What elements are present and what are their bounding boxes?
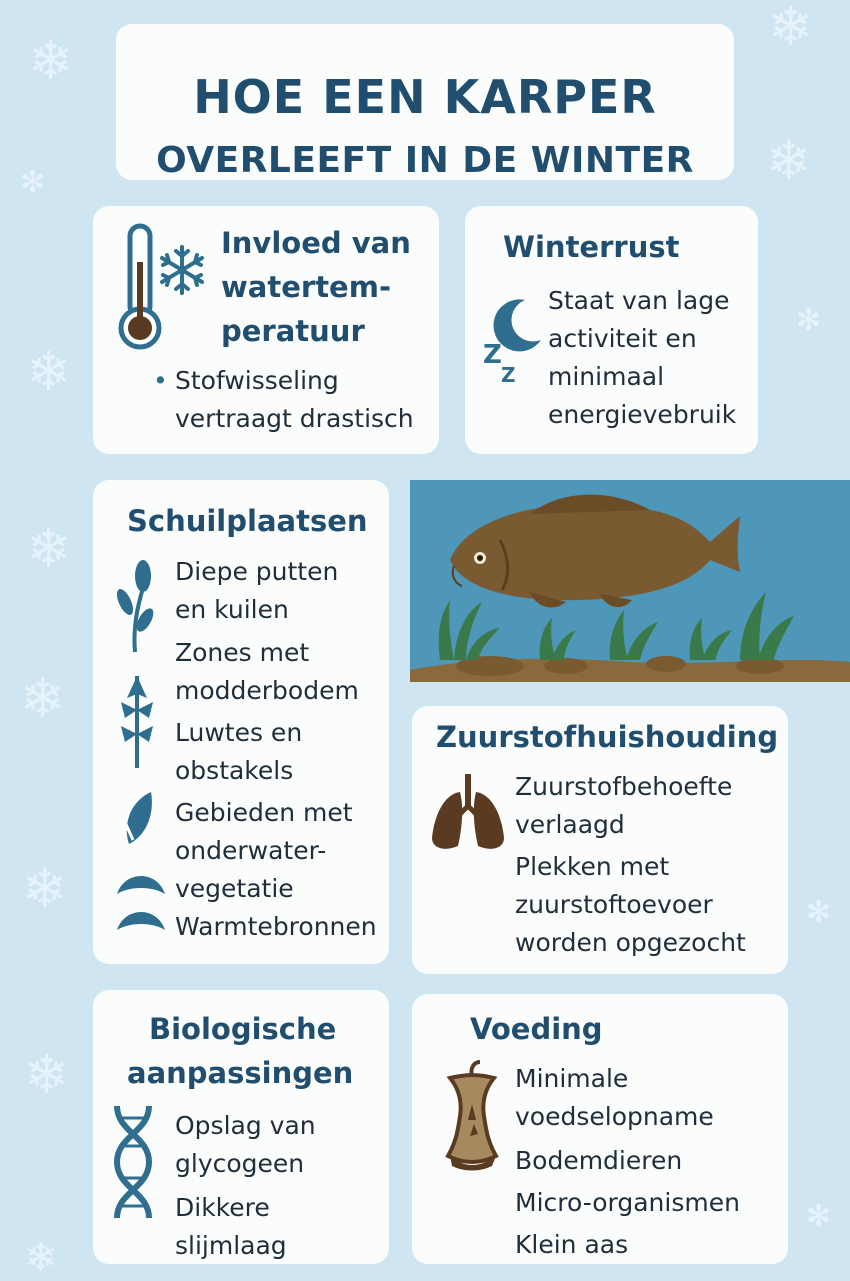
- plant-icon: [115, 558, 155, 654]
- snowflake-icon: [157, 244, 207, 296]
- zzz-letter: Z: [483, 340, 502, 370]
- snowflake-decoration-icon: ✻: [796, 303, 822, 338]
- card-schuilplaatsen-line-9: vegetatie: [175, 874, 294, 903]
- card-winterrust-line-4: energievebruik: [548, 400, 737, 429]
- card-watertemperatuur-heading-1: Invloed van: [221, 226, 411, 260]
- card-schuilplaatsen-line-10: Warmtebronnen: [175, 912, 377, 941]
- leaf-icon: [119, 788, 159, 848]
- title-card: [116, 24, 734, 180]
- card-biologische-heading-2: aanpassingen: [127, 1056, 354, 1090]
- card-zuurstofhuishouding-line-4: zuurstoftoevoer: [515, 890, 713, 919]
- snowflake-decoration-icon: ❄: [26, 340, 72, 403]
- card-schuilplaatsen: [93, 480, 389, 964]
- card-watertemperatuur: [93, 206, 439, 454]
- card-schuilplaatsen-line-3: Zones met: [175, 638, 310, 667]
- card-winterrust-line-2: activiteit en: [548, 324, 697, 353]
- card-zuurstofhuishouding-line-5: worden opgezocht: [515, 928, 746, 957]
- card-winterrust-line-3: minimaal: [548, 362, 665, 391]
- snowflake-decoration-icon: ✻: [806, 895, 832, 930]
- card-watertemperatuur-line-1: Stofwisseling: [175, 366, 339, 395]
- card-watertemperatuur-heading-2: watertem-: [221, 270, 391, 304]
- card-schuilplaatsen-line-6: obstakels: [175, 756, 294, 785]
- card-schuilplaatsen-line-5: Luwtes en: [175, 718, 303, 747]
- card-zuurstofhuishouding: [412, 706, 788, 974]
- card-winterrust: [465, 206, 758, 454]
- card-biologische-aanpassingen: [93, 990, 389, 1264]
- zzz-letter: Z: [501, 363, 516, 387]
- snowflake-decoration-icon: ❄: [26, 517, 72, 580]
- card-voeding-heading: Voeding: [470, 1012, 603, 1046]
- snowflake-decoration-icon: ❄: [24, 1043, 70, 1106]
- snowflake-decoration-icon: ❄: [766, 129, 812, 192]
- apple-core-icon: [440, 1060, 504, 1172]
- card-winterrust-heading: Winterrust: [503, 230, 680, 264]
- card-biologische-heading-1: Biologische: [149, 1012, 337, 1046]
- card-watertemperatuur-line-2: vertraagt drastisch: [175, 404, 414, 433]
- card-voeding-line-4: Micro-organismen: [515, 1188, 740, 1217]
- card-zuurstofhuishouding-line-2: verlaagd: [515, 810, 625, 839]
- card-schuilplaatsen-line-7: Gebieden met: [175, 798, 353, 827]
- snowflake-decoration-icon: ❄: [28, 29, 74, 92]
- bullet: •: [153, 366, 168, 395]
- sprig-icon: [117, 670, 157, 770]
- card-schuilplaatsen-line-8: onderwater-: [175, 836, 327, 865]
- snowflake-decoration-icon: ❄: [24, 1235, 58, 1281]
- card-voeding: [412, 994, 788, 1264]
- card-schuilplaatsen-line-1: Diepe putten: [175, 557, 339, 586]
- snowflake-decoration-icon: ❄: [768, 0, 814, 58]
- card-schuilplaatsen-heading: Schuilplaatsen: [127, 504, 368, 538]
- lungs-icon: [430, 772, 506, 852]
- card-zuurstofhuishouding-heading: Zuurstofhuishouding: [436, 720, 779, 754]
- snowflake-decoration-icon: ❄: [22, 857, 68, 920]
- card-schuilplaatsen-line-2: en kuilen: [175, 595, 289, 624]
- snowflake-decoration-icon: ✻: [20, 165, 46, 200]
- snowflake-decoration-icon: ✻: [806, 1199, 832, 1234]
- title-line-1: HOE EEN KARPER: [193, 70, 657, 124]
- title-line-2: OVERLEEFT IN DE WINTER: [156, 140, 694, 181]
- card-biologische-line-1: Opslag van: [175, 1111, 316, 1140]
- mound-icon: [113, 866, 169, 938]
- dna-icon: [111, 1102, 155, 1222]
- card-zuurstofhuishouding-line-3: Plekken met: [515, 852, 670, 881]
- card-voeding-line-3: Bodemdieren: [515, 1146, 683, 1175]
- card-voeding-line-2: voedselopname: [515, 1102, 714, 1131]
- carp-underwater-illustration: [410, 480, 850, 682]
- card-schuilplaatsen-line-4: modderbodem: [175, 676, 359, 705]
- snowflake-decoration-icon: ❄: [20, 667, 66, 730]
- card-watertemperatuur-heading-3: peratuur: [221, 314, 365, 348]
- card-voeding-line-5: Klein aas: [515, 1230, 629, 1259]
- card-biologische-line-2: glycogeen: [175, 1149, 305, 1178]
- card-biologische-line-3: Dikkere slijmlaag: [175, 1193, 287, 1260]
- card-winterrust-line-1: Staat van lage: [548, 286, 730, 315]
- card-voeding-line-1: Minimale: [515, 1064, 629, 1093]
- card-zuurstofhuishouding-line-1: Zuurstofbehoefte: [515, 772, 733, 801]
